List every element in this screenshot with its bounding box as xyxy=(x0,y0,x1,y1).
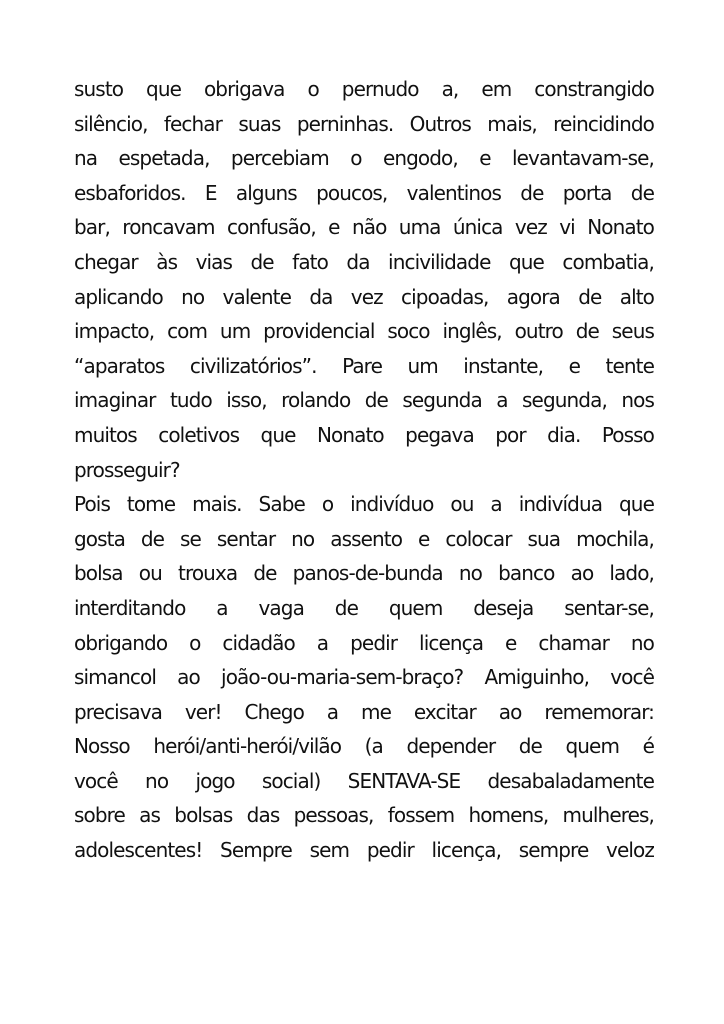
text-line: imaginar tudo isso, rolando de segunda a segunda, nos xyxy=(74,388,654,413)
text-line: Nosso herói/anti-herói/vilão (a depender de quem é xyxy=(74,734,654,759)
text-line: esbaforidos. E alguns poucos, valentinos de porta de xyxy=(74,180,654,205)
text-line: aplicando no valente da vez cipoadas, agora de alto xyxy=(74,284,654,309)
text-line: bolsa ou trouxa de panos-de-bunda no banco ao lado, xyxy=(74,561,654,586)
text-line: “aparatos civilizatórios”. Pare um instante, e tente xyxy=(74,353,654,378)
text-line: bar, roncavam confusão, e não uma única vez vi Nonato xyxy=(74,215,654,240)
text-line: Pois tome mais. Sabe o indivíduo ou a indivídua que xyxy=(74,492,654,517)
text-line: adolescentes! Sempre sem pedir licença, sempre veloz xyxy=(74,838,654,863)
text-line: gosta de se sentar no assento e colocar sua mochila, xyxy=(74,526,654,551)
text-line: interditando a vaga de quem deseja sentar-se, xyxy=(74,595,654,620)
text-line: muitos coletivos que Nonato pegava por dia. Posso xyxy=(74,422,654,447)
text-line: impacto, com um providencial soco inglês, outro de seus xyxy=(74,319,654,344)
text-line: você no jogo social) SENTAVA-SE desabaladamente xyxy=(74,768,654,793)
body-text xyxy=(74,72,654,868)
text-line: susto que obrigava o pernudo a, em constrangido xyxy=(74,77,654,101)
text-line: precisava ver! Chego a me excitar ao rememorar: xyxy=(74,699,654,724)
text-line: simancol ao joão-ou-maria-sem-braço? Amiguinho, você xyxy=(74,665,654,690)
text-line: obrigando o cidadão a pedir licença e chamar no xyxy=(74,630,654,655)
text-line: na espetada, percebiam o engodo, e levantavam-se, xyxy=(74,146,654,171)
text-line: silêncio, fechar suas perninhas. Outros mais, reincidindo xyxy=(74,111,654,136)
text-line: sobre as bolsas das pessoas, fossem homens, mulheres, xyxy=(74,803,654,828)
text-line: chegar às vias de fato da incivilidade que combatia, xyxy=(74,249,654,274)
text-line: prosseguir? xyxy=(74,457,180,482)
